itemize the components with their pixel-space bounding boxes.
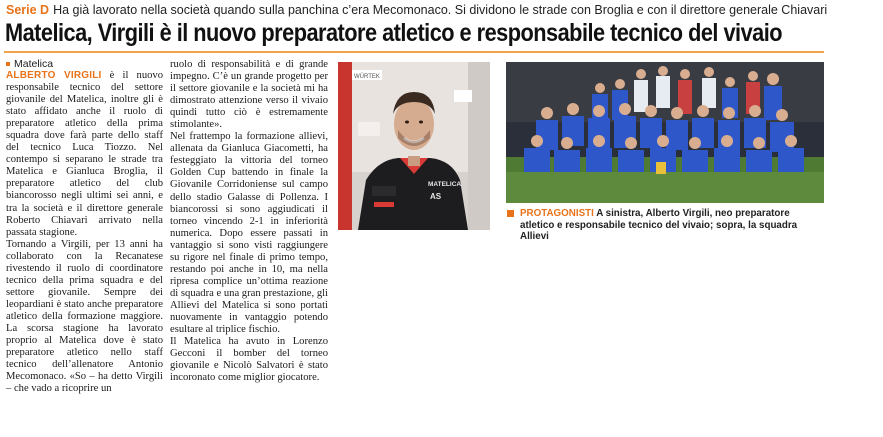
caption-tag: PROTAGONISTI [520,208,594,219]
team-photo [506,62,824,203]
kicker [6,3,827,17]
location-label: Matelica [14,58,54,70]
headline: Matelica, Virgili è il nuovo preparatore atletico e responsabile tecnico del vivaio [5,19,783,47]
paragraph-text: è il nuovo responsabile tecnico del settore giovanile del Matelica, inoltre gli è stato affidato anche il ruolo di preparatore atletico della prima squadra dove farà parte dello staff del tecnico Luca Tiozzo. Nel contempo si separano le strade tra Matelica e Gianluca Broglia, il preparatore atletico del club biancorosso negli ultimi sei anni, e tra la società e il direttore generale Roberto Chiavari arrivato nella passata stagione. [6,70,164,238]
article-paragraph: Tornando a Virgili, per 13 anni ha collaborato con la Recanatese rivestendo il ruolo di coordinatore tecnico della prima squadra e del settore giovanile. Sempre dei leopardiani è stato anche preparatore atletico della formazione maggiore. La scorsa stagione ha lavorato proprio al Matelica dove è stato preparatore atletico nello staff tecnico dell’allenatore Antonio Mecomonaco. «So – ha detto Virgili – che vado a ricoprire un [6,238,163,395]
location-tag [6,58,53,70]
section-label: Serie D [6,3,50,17]
caption-marker [507,210,514,217]
lead-name: ALBERTO VIRGILI [6,70,102,81]
portrait-photo [338,62,490,230]
backdrop-sponsor-text: WÜRTEK [354,74,380,80]
article-column-2 [170,59,328,384]
jersey-brand-text: MATELICA [428,181,462,188]
headline-rule [4,51,824,53]
photo-caption [520,208,825,243]
article-column-1 [6,70,163,395]
article-paragraph [6,70,163,239]
kicker-text: Ha già lavorato nella società quando sulla panchina c’era Mecomonaco. Si dividono le strade con Broglia e con il direttore generale Chiavari [53,3,828,17]
article-paragraph: Il Matelica ha avuto in Lorenzo Gecconi il bomber del torneo giovanile e Nicolò Salvatori è stato incoronato come miglior giocatore. [170,336,328,384]
location-marker [6,62,10,66]
caption-text: A sinistra, Alberto Virgili, neo preparatore atletico e responsabile tecnico del vivaio; sopra, la squadra Allievi [520,208,798,242]
article-paragraph: ruolo di responsabilità e di grande impegno. C’è un grande progetto per il settore giovanile e la società mi ha dimostrato attenzione verso il vivaio quindi tutto ciò è estremamente stimolante». [170,59,328,131]
article-paragraph: Nel frattempo la formazione allievi, allenata da Gianluca Giacometti, ha festeggiato la vittoria del torneo Golden Cup battendo in finale la Giovanile Corridoniense sul campo dello stadio Galasse di Pollenza. I biancorossi si sono aggiudicati il torneo vincendo 2-1 in inferiorità numerica. Dopo essere passati in vantaggio si sono visti raggiungere su rigore nel finale di primo tempo, restando poi anche in 10, ma nella ripresa complice un’ottima reazione di squadra e una gran prestazione, gli Allievi del Matelica si sono portati nuovamente in vantaggio potendo esultare al triplice fischio. [170,131,328,336]
jersey-initials-text: AS [430,192,442,201]
